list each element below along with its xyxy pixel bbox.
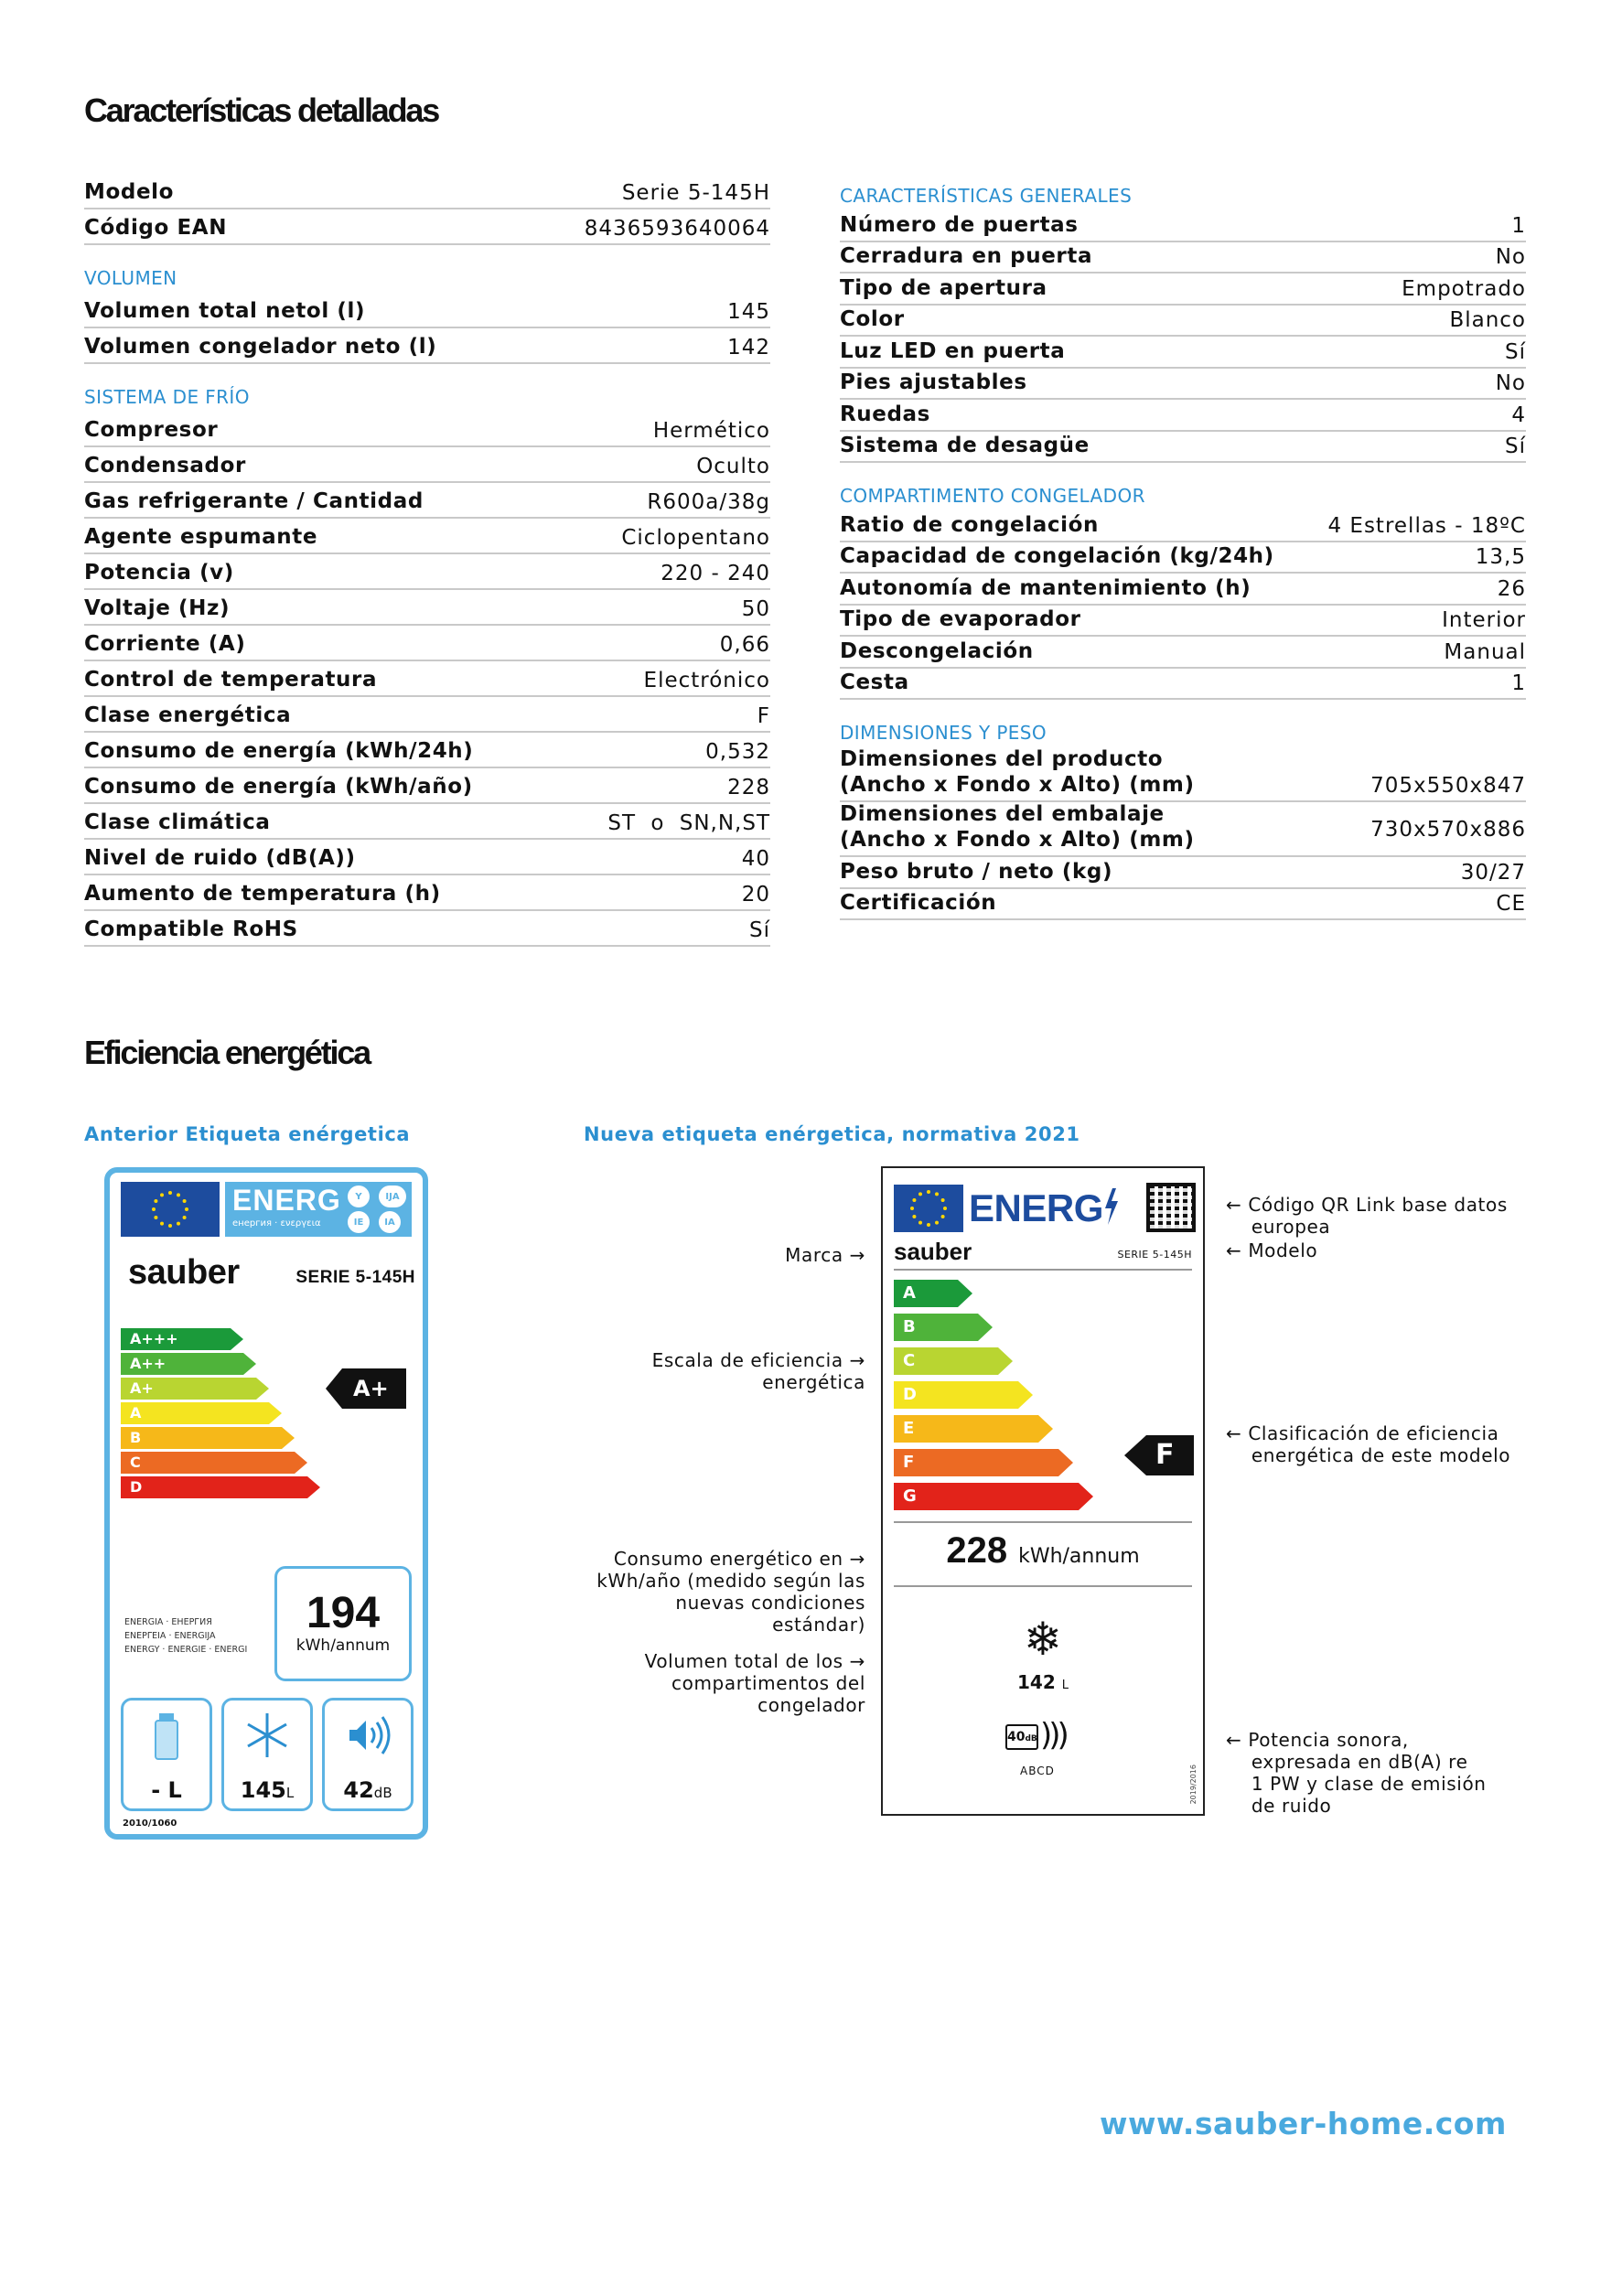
energ-word: ENERG	[232, 1184, 341, 1217]
spec-value: Serie 5-145H	[621, 181, 770, 205]
spec-label: Ratio de congelación	[840, 512, 1099, 537]
spec-value: 142	[727, 336, 770, 359]
spec-row	[84, 911, 770, 947]
spec-row	[84, 293, 770, 328]
spec-label: Dimensiones del producto (Ancho x Fondo x Alto) (mm)	[840, 747, 1195, 797]
freezer-unit: L	[1061, 1679, 1069, 1692]
freezer-number: 142	[1017, 1671, 1056, 1693]
eu-star	[183, 1199, 187, 1203]
snowflake-icon	[240, 1708, 295, 1763]
group-head-generales: CARACTERÍSTICAS GENERALES	[840, 185, 1133, 207]
energ-sub: енергия · ενεργεια	[232, 1218, 321, 1228]
spec-row	[84, 768, 770, 804]
spec-label: Cerradura en puerta	[840, 244, 1093, 268]
noise-unit: dB	[1025, 1734, 1037, 1743]
qr-code-icon[interactable]	[1146, 1183, 1196, 1232]
spec-value: 4 Estrellas - 18ºC	[1327, 513, 1526, 538]
spec-label: Tipo de evaporador	[840, 607, 1081, 631]
old-class-bar: A+++	[121, 1328, 231, 1350]
spec-value: CE	[1496, 892, 1526, 916]
eu-star	[918, 1221, 922, 1225]
spec-label: Clase energética	[84, 703, 292, 727]
spec-value: 730x570x886	[1370, 818, 1526, 842]
spec-value: No	[1495, 245, 1526, 269]
anno-potencia: ← Potencia sonora, expresada en dB(A) re 1 PW y clase de emisión de ruido	[1226, 1729, 1487, 1817]
spec-label: Agente espumante	[84, 525, 318, 549]
freezer-value	[224, 1777, 310, 1803]
spec-label: Aumento de temperatura (h)	[84, 882, 441, 906]
eu-star	[177, 1193, 180, 1196]
group-head-congelador: COMPARTIMENTO CONGELADOR	[840, 485, 1145, 507]
spec-value: 145	[727, 300, 770, 324]
group-head-volumen: VOLUMEN	[84, 267, 177, 289]
old-class-bar: D	[121, 1476, 307, 1498]
anno-qr: ← Código QR Link base datos europea	[1226, 1194, 1508, 1238]
anno-volumen: Volumen total de los → compartimentos del congelador	[644, 1650, 865, 1716]
spec-row	[84, 590, 770, 626]
eu-star	[935, 1192, 939, 1196]
sound-waves-icon: )))	[1040, 1717, 1066, 1754]
spec-row	[84, 804, 770, 840]
new-class-bar: D	[894, 1381, 1018, 1409]
spec-row	[840, 542, 1526, 574]
new-brand: sauber	[894, 1238, 972, 1265]
eu-star	[912, 1215, 916, 1218]
eu-star	[168, 1191, 172, 1195]
spec-label: Compresor	[84, 418, 219, 442]
new-label-heading: Nueva etiqueta enérgetica, normativa 2021	[584, 1123, 1080, 1145]
spec-row	[840, 369, 1526, 401]
eu-star	[160, 1222, 164, 1226]
spec-row	[84, 733, 770, 768]
footer-url-link[interactable]: www.sauber-home.com	[1100, 2106, 1507, 2141]
eu-flag-icon	[894, 1185, 963, 1232]
spec-row	[840, 637, 1526, 669]
lang-line: ΕΝΕΡΓΕΙΑ · ENERGIJA	[124, 1631, 216, 1641]
fridge-value: - L	[151, 1777, 182, 1803]
new-class-bar: F	[894, 1449, 1058, 1476]
eu-star	[168, 1224, 172, 1228]
anno-modelo: ← Modelo	[1226, 1239, 1318, 1261]
spec-row-ean	[84, 209, 770, 245]
spec-row	[84, 412, 770, 447]
spec-label: Dimensiones del embalaje (Ancho x Fondo x Alto) (mm)	[840, 802, 1195, 852]
spec-label: Capacidad de congelación (kg/24h)	[840, 544, 1274, 568]
noise-classes: ABCD	[1020, 1765, 1055, 1777]
spec-label: Clase climática	[84, 810, 271, 834]
spec-row	[84, 626, 770, 661]
spec-row	[840, 510, 1526, 542]
spec-row	[84, 554, 770, 590]
energ-text: ENERG	[969, 1186, 1103, 1229]
old-regulation: 2010/1060	[123, 1819, 177, 1829]
spec-value: F	[757, 704, 770, 728]
new-class-bar: G	[894, 1483, 1079, 1510]
new-class-bar: C	[894, 1347, 998, 1375]
spec-value: 0,532	[705, 740, 770, 764]
eu-star	[160, 1193, 164, 1196]
eu-stars-icon	[143, 1186, 198, 1232]
spec-value: 40	[741, 847, 770, 871]
eu-star	[152, 1207, 156, 1211]
spec-value: Sí	[749, 918, 770, 942]
spec-value: Sí	[1505, 435, 1526, 458]
freezer-box	[221, 1698, 313, 1811]
eu-stars-icon	[894, 1185, 963, 1232]
spec-value: Oculto	[696, 455, 770, 478]
spec-row	[84, 661, 770, 697]
eu-star	[918, 1192, 922, 1196]
spec-label: Compatible RoHS	[84, 917, 298, 941]
spec-value: 50	[741, 597, 770, 621]
lang-code: IA	[379, 1211, 401, 1233]
spec-value: R600a/38g	[647, 490, 770, 514]
snowflake-icon: ❄	[1024, 1613, 1062, 1666]
new-kwh-unit: kWh/annum	[1018, 1545, 1140, 1568]
lang-code: Y	[348, 1186, 370, 1207]
noise-unit: dB	[373, 1785, 392, 1801]
spec-value: Interior	[1442, 608, 1526, 632]
new-energ-word	[969, 1185, 1120, 1232]
eu-star	[927, 1223, 930, 1227]
speaker-icon	[340, 1708, 395, 1763]
spec-value: Ciclopentano	[621, 526, 770, 550]
spec-label: Gas refrigerante / Cantidad	[84, 489, 424, 513]
spec-row	[84, 697, 770, 733]
old-kwh-value: 194	[306, 1589, 381, 1637]
eu-star	[154, 1199, 157, 1203]
noise-number: 40	[1007, 1730, 1026, 1744]
freezer-unit: L	[285, 1785, 295, 1801]
eu-star	[183, 1216, 187, 1219]
spec-label: Sistema de desagüe	[840, 434, 1090, 457]
spec-row	[840, 210, 1526, 242]
spec-value: Hermético	[652, 419, 770, 443]
spec-label: Corriente (A)	[84, 632, 246, 656]
new-class-bar: A	[894, 1280, 958, 1307]
energy-title: Eficiencia energética	[84, 1034, 370, 1071]
spec-row	[840, 606, 1526, 638]
spec-label: Tipo de apertura	[840, 275, 1047, 300]
old-energy-label	[104, 1167, 428, 1840]
new-class-bar: E	[894, 1415, 1038, 1443]
specs-left-column	[84, 174, 770, 947]
new-energy-label	[881, 1166, 1205, 1816]
old-class-bar: A	[121, 1402, 269, 1424]
new-rating-arrow: F	[1146, 1435, 1194, 1475]
spec-row	[84, 875, 770, 911]
spec-row	[84, 447, 770, 483]
spec-row	[840, 242, 1526, 274]
spec-label: Nivel de ruido (dB(A))	[84, 846, 356, 870]
spec-row	[84, 483, 770, 519]
spec-value: 0,66	[719, 633, 770, 657]
spec-row	[84, 328, 770, 364]
new-regulation: 2019/2016	[1189, 1765, 1198, 1805]
eu-star	[927, 1190, 930, 1194]
anno-clasificacion: ← Clasificación de eficiencia energética de este modelo	[1226, 1422, 1511, 1466]
lang-line: ENERGIA · ЕНЕРГИЯ	[124, 1617, 212, 1627]
spec-value: No	[1495, 371, 1526, 395]
eu-star	[912, 1198, 916, 1202]
specs-right-column	[840, 174, 1526, 920]
energ-banner	[225, 1182, 412, 1237]
spec-row	[840, 400, 1526, 432]
new-kwh	[883, 1530, 1203, 1572]
lightning-icon	[1103, 1188, 1120, 1225]
noise-box-old	[322, 1698, 414, 1811]
spec-label: Voltaje (Hz)	[84, 596, 231, 620]
spec-row	[840, 857, 1526, 889]
noise-value-old	[325, 1777, 411, 1803]
lang-code: IE	[348, 1211, 370, 1233]
spec-row	[840, 669, 1526, 701]
new-class-bar: B	[894, 1314, 978, 1341]
spec-row	[840, 802, 1526, 857]
lang-line: ENERGY · ENERGIE · ENERGI	[124, 1645, 248, 1655]
spec-value: Blanco	[1449, 308, 1526, 332]
divider	[894, 1585, 1192, 1587]
spec-row	[840, 337, 1526, 369]
spec-row	[840, 574, 1526, 606]
spec-row	[84, 519, 770, 554]
spec-row	[840, 306, 1526, 338]
spec-label: Cesta	[840, 671, 909, 694]
freezer-number: 145	[240, 1777, 286, 1803]
group-head-frio: SISTEMA DE FRÍO	[84, 386, 250, 408]
spec-label: Volumen total netol (l)	[84, 299, 366, 323]
old-kwh-unit: kWh/annum	[295, 1636, 391, 1655]
spec-value: Manual	[1444, 639, 1526, 664]
spec-row	[840, 432, 1526, 464]
spec-value: 30/27	[1460, 860, 1526, 885]
spec-value: Sí	[1505, 339, 1526, 364]
spec-label: Potencia (v)	[84, 561, 234, 585]
anno-marca: Marca →	[785, 1244, 865, 1266]
spec-label: Condensador	[84, 454, 246, 477]
spec-value: Electrónico	[643, 669, 770, 692]
eu-star	[941, 1198, 945, 1202]
noise-box-new	[1005, 1724, 1038, 1750]
spec-label: Certificación	[840, 891, 997, 915]
old-label-heading: Anterior Etiqueta enérgetica	[84, 1123, 411, 1145]
new-model: SERIE 5-145H	[1117, 1249, 1192, 1261]
fridge-box	[121, 1698, 212, 1811]
spec-label: Consumo de energía (kWh/24h)	[84, 739, 474, 763]
anno-escala: Escala de eficiencia → energética	[651, 1349, 865, 1393]
old-class-bar: A+	[121, 1378, 256, 1400]
divider	[894, 1521, 1192, 1523]
anno-consumo: Consumo energético en → kWh/año (medido según las nuevas condiciones estándar)	[596, 1548, 865, 1636]
spec-value: ST o SN,N,ST	[607, 811, 770, 835]
old-class-bar: A++	[121, 1353, 243, 1375]
spec-label: Control de temperatura	[84, 668, 378, 692]
spec-label: Autonomía de mantenimiento (h)	[840, 575, 1251, 600]
spec-label: Luz LED en puerta	[840, 338, 1066, 363]
old-kwh-box	[274, 1566, 412, 1681]
spec-value: 20	[741, 883, 770, 907]
divider	[894, 1269, 1192, 1271]
spec-value: 4	[1511, 402, 1526, 427]
spec-row-modelo	[84, 174, 770, 209]
spec-label: Pies ajustables	[840, 370, 1027, 394]
old-class-bar: B	[121, 1427, 282, 1449]
eu-star	[154, 1216, 157, 1219]
spec-label: Color	[840, 307, 905, 331]
lang-code: IJA	[379, 1186, 406, 1207]
spec-value: 1	[1511, 671, 1526, 695]
old-class-bar: C	[121, 1452, 295, 1474]
eu-star	[943, 1207, 947, 1210]
group-head-dimensiones: DIMENSIONES Y PESO	[840, 722, 1047, 744]
spec-row	[840, 747, 1526, 802]
spec-value: 8436593640064	[584, 217, 770, 241]
spec-label: Volumen congelador neto (l)	[84, 335, 437, 359]
spec-value: 1	[1511, 213, 1526, 238]
bottle-icon	[148, 1710, 185, 1765]
old-brand: sauber	[128, 1253, 240, 1292]
frio-rows	[84, 412, 770, 947]
spec-label: Peso bruto / neto (kg)	[840, 859, 1113, 884]
old-model: SERIE 5-145H	[295, 1268, 415, 1287]
spec-value: 26	[1497, 576, 1526, 601]
eu-flag-icon	[121, 1182, 220, 1237]
eu-star	[941, 1215, 945, 1218]
noise-number: 42	[343, 1777, 374, 1803]
spec-row	[84, 840, 770, 875]
new-kwh-value: 228	[946, 1530, 1008, 1571]
spec-value: 705x550x847	[1370, 774, 1526, 798]
old-rating-arrow: A+	[342, 1368, 406, 1409]
spec-label: Número de puertas	[840, 212, 1079, 237]
spec-label: Ruedas	[840, 402, 930, 426]
spec-row	[840, 274, 1526, 306]
spec-label: Descongelación	[840, 638, 1034, 663]
eu-star	[935, 1221, 939, 1225]
spec-label: Modelo	[84, 180, 175, 204]
spec-label: Código EAN	[84, 216, 228, 240]
old-lang-text	[124, 1615, 247, 1657]
spec-value: 220 - 240	[661, 562, 770, 585]
spec-row	[840, 889, 1526, 921]
specs-title: Características detalladas	[84, 91, 439, 129]
old-label-header	[121, 1182, 412, 1237]
eu-star	[177, 1222, 180, 1226]
new-freezer-volume	[883, 1671, 1203, 1693]
eu-star	[185, 1207, 188, 1211]
spec-value: 228	[727, 776, 770, 799]
spec-value: 13,5	[1475, 545, 1526, 569]
spec-label: Consumo de energía (kWh/año)	[84, 775, 473, 799]
spec-value: Empotrado	[1402, 276, 1526, 301]
eu-star	[910, 1207, 914, 1210]
